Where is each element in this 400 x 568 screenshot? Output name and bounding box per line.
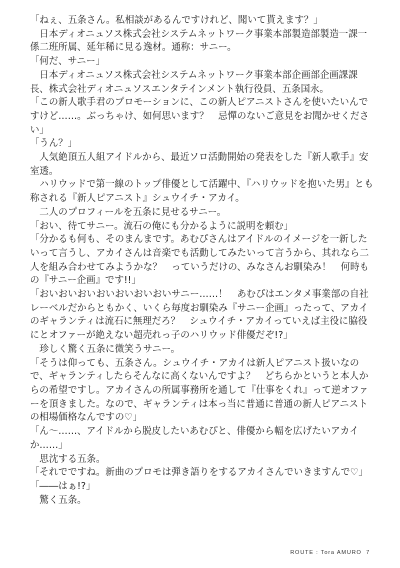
paragraph: 「うん？」 (30, 138, 78, 150)
paragraph: ハリウッドで第一線のトップ俳優として活躍中、『ハリウッドを抱いた男』とも称される『新人ピアニスト』シュウイチ・アカイ。 (30, 179, 374, 205)
paragraph: 「それでですね。新曲のプロモは弾き語りをするアカイさんでいきますんで♡」 (30, 467, 368, 479)
paragraph: 人気絶頂五人組アイドルから、最近ソロ活動開始の発表をした『新人歌手』安室透。 (30, 152, 369, 177)
page-number: 7 (366, 550, 370, 556)
paragraph: 日本ディオニュソス株式会社システムネットワーク事業本部製造部製造一課一係二班所属、延年稀に見る逸材。通称：サニー。 (30, 28, 368, 54)
route-label: ROUTE : Tora AMURO (290, 550, 362, 556)
paragraph: 「おい、待てサニー。流石の俺にも分かるように説明を頼む」 (30, 220, 294, 232)
paragraph: 「ん～……、アイドルから脱皮したいあむぴと、俳優から幅を広げたいアカイか……」 (30, 426, 359, 451)
page-footer (288, 550, 370, 556)
story-text (30, 14, 375, 507)
paragraph: 「おいおいおいおいおいおいおいサニー……！ あむぴはエンタメ事業部の自社レーベルだからともかく、いくら毎度お馴染み『サニー企画』ったって、アカイのギャランティは流石に無理だろ？ シュウイチ・アカイっていえば主役に脇役にとオファーが絶えない超売れっ子のハリウッド俳優だぞ!?」 (30, 289, 369, 342)
paragraph: 珍しく驚く五条に微笑うサニー。 (30, 343, 181, 355)
paragraph: 日本ディオニュソス株式会社システムネットワーク事業本部企画部企画課課長、株式会社ディオニュソスエンタテインメント執行役員、五条国永。 (30, 69, 358, 95)
paragraph: 「この新人歌手君のプロモーションに、この新人ピアニストさんを使いたいんですけど……。ぶっちゃけ、如何思います？ 忌憚のないご意見をお聞かせください」 (30, 97, 369, 136)
paragraph: 「――はぁ!?」 (30, 480, 96, 492)
paragraph: 驚く五条。 (30, 494, 87, 506)
paragraph: 「ねぇ、五条さん。私相談があるんですけれど、聞いて貰えます？」 (30, 15, 323, 26)
paragraph: 「分かるも何も、そのまんまです。あむぴさんはアイドルのイメージを一新したいって言うし、アカイさんは音楽でも活動してみたいって言うから、其れなら二人を組み合わせてみようかな？ っていうだけの、みなさんお馴染み！ 何時もの『サニー企画』です!!」 (30, 234, 369, 287)
paragraph: 「何だ、サニー」 (30, 56, 106, 68)
paragraph: 二人のプロフィールを五条に見せるサニー。 (30, 206, 227, 218)
paragraph: 思沈する五条。 (30, 453, 106, 465)
paragraph: 「そうは仰っても、五条さん。シュウイチ・アカイは新人ピアニスト扱いなので、ギャランティしたらそんなに高くないんですよ？ どちらかというと本人からの希望ですし。アカイさんの所属事務所を通して『仕事をくれ』って逆オファーを頂きました。なので、ギャランティは本っ当に普通に普通の新人ピアニストの相場価格なんですの♡」 (30, 357, 369, 424)
